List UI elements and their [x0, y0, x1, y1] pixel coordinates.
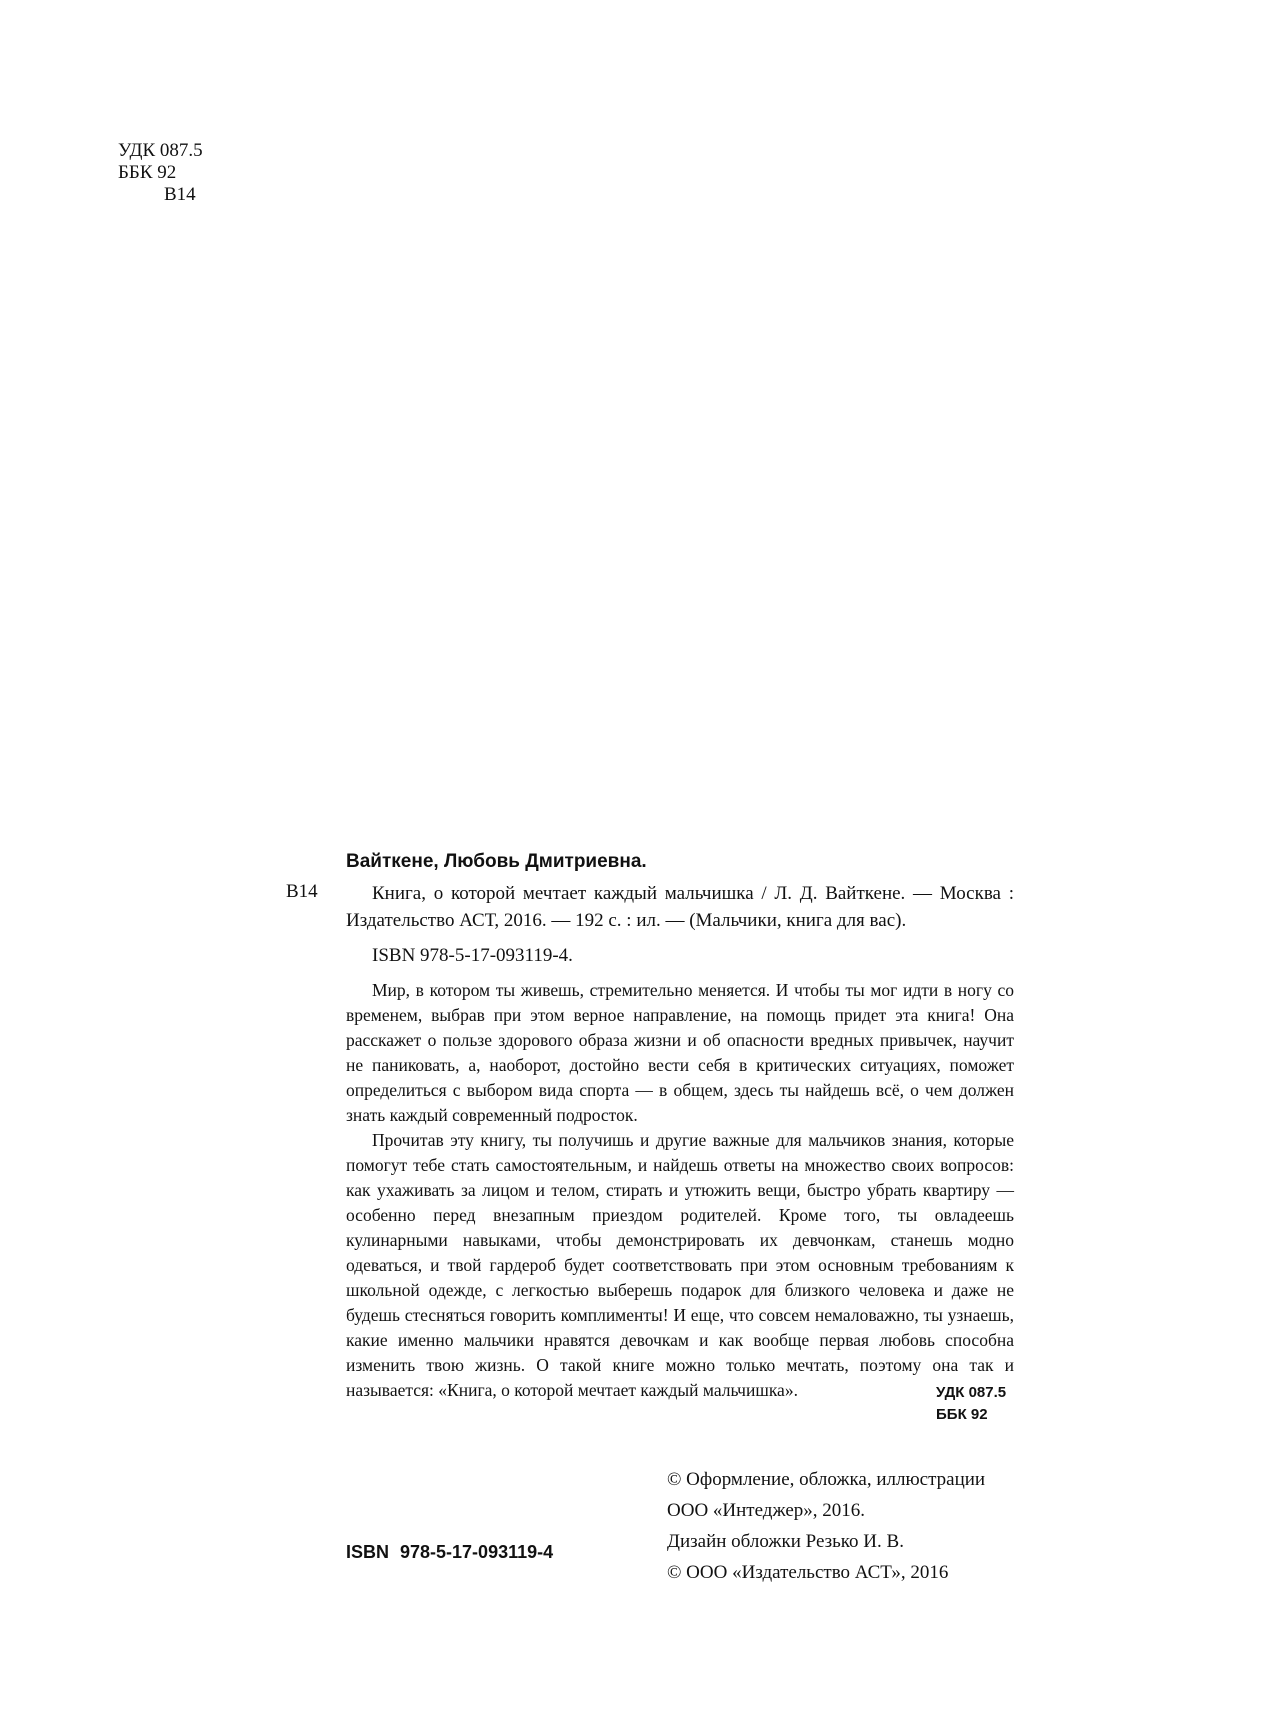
annotation-paragraph-2: Прочитав эту книгу, ты получишь и другие важные для мальчиков знания, которые помогут тебе стать самостоятельным, и найдешь ответы на множество своих вопросов: как ухаживать за лицом и телом, стирать и утюжить вещи, быстро убрать квартиру — особенно перед внезапным приездом родителей. Кроме того, ты овладеешь кулинарными навыками, чтобы демонстрировать их девчонкам, станешь модно одеваться, и твой гардероб будет соответствовать при этом основным требованиям к школьной одежде, с легкостью выберешь подарок для близкого человека и даже не будешь стесняться говорить комплименты! И еще, что совсем немаловажно, ты узнаешь, какие именно мальчики нравятся девочкам и как вообще первая любовь способна изменить твою жизнь. О такой книге можно только мечтать, поэтому она так и называется: «Книга, о которой мечтает каждый мальчишка».	[346, 1130, 1014, 1400]
annotation	[346, 978, 1014, 1403]
annotation-paragraph-1: Мир, в котором ты живешь, стремительно меняется. И чтобы ты мог идти в ногу со временем, выбрав при этом верное направление, на помощь придет эта книга! Она расскажет о пользе здорового образа жизни и об опасности вредных привычек, научит не паниковать, а, наоборот, достойно вести себя в критических ситуациях, поможет определиться с выбором вида спорта — в общем, здесь ты найдешь всё, о чем должен знать каждый современный подросток.	[346, 980, 1014, 1125]
copyright-line-2: ООО «Интеджер», 2016.	[667, 1500, 866, 1521]
udk-code-top: УДК 087.5	[118, 140, 203, 161]
author-heading: Вайткене, Любовь Дмитриевна.	[346, 851, 647, 872]
author-mark-top: В14	[164, 184, 196, 205]
bibliographic-record	[346, 850, 1014, 968]
copyright-line-4: © ООО «Издательство АСТ», 2016	[667, 1562, 949, 1583]
udk-code-bottom: УДК 087.5	[936, 1384, 1007, 1401]
isbn-record: ISBN 978-5-17-093119-4.	[372, 945, 573, 966]
bibliographic-description: Книга, о которой мечтает каждый мальчишка / Л. Д. Вайткене. — Москва : Издательство АСТ, 2016. — 192 с. : ил. — (Мальчики, книга для вас).	[346, 883, 1014, 931]
bbk-code-top: ББК 92	[118, 162, 177, 183]
classification-top	[118, 140, 203, 206]
copyright-line-1: © Оформление, обложка, иллюстрации	[667, 1469, 986, 1490]
copyright-line-3: Дизайн обложки Резько И. В.	[667, 1531, 904, 1552]
classification-bottom	[936, 1382, 1006, 1426]
bbk-code-bottom: ББК 92	[936, 1406, 988, 1423]
isbn-bottom: ISBN 978-5-17-093119-4	[346, 1542, 554, 1562]
copyright-block	[667, 1464, 985, 1588]
author-mark-left: В14	[286, 881, 318, 902]
